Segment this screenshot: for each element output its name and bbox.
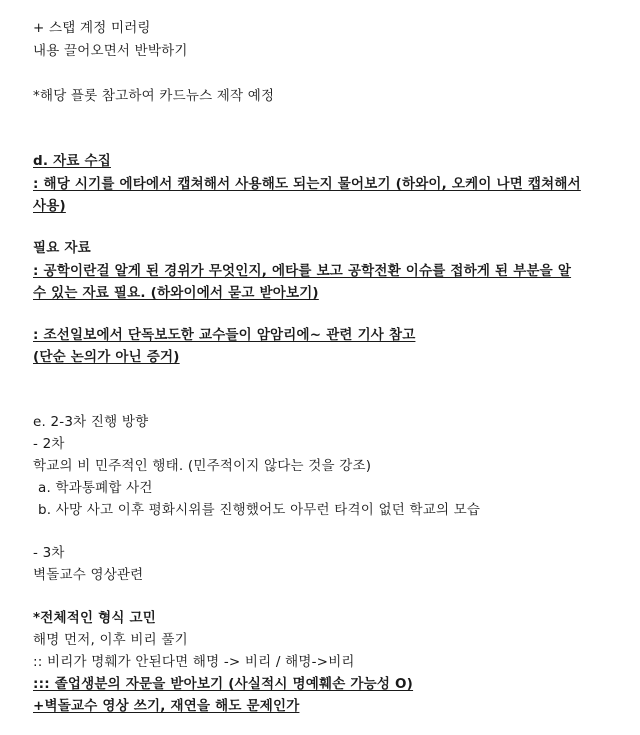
round-2-heading: - 2차	[33, 436, 65, 452]
round-2-item-a: a. 학과통폐합 사건	[38, 480, 153, 496]
round-3-description: 벽돌교수 영상관련	[33, 567, 144, 583]
overall-format-heading: *전체적인 형식 고민	[33, 610, 156, 626]
round-3-heading: - 3차	[33, 545, 65, 561]
card-news-note-line: *해당 플롯 참고하여 카드뉴스 제작 예정	[33, 88, 275, 104]
round-2-item-b: b. 사망 사고 이후 평화시위를 진행했어도 아무런 타격이 없던 학교의 모습	[38, 502, 481, 518]
overall-format-line-1: 해명 먼저, 이후 비리 풀기	[33, 632, 188, 648]
overall-format-line-2: :: 비리가 명훼가 안된다면 해명 -> 비리 / 해명->비리	[33, 654, 355, 670]
overall-format-line-3: ::: 졸업생분의 자문을 받아보기 (사실적시 명예훼손 가능성 O)	[33, 676, 414, 692]
staff-account-mirroring-line: + 스탭 계정 미러링	[33, 20, 151, 36]
section-e-heading: e. 2-3차 진행 방향	[33, 414, 149, 430]
overall-format-line-4: +벽돌교수 영상 쓰기, 재연을 해도 문제인가	[33, 698, 300, 714]
article-reference-line: : 조선일보에서 단독보도한 교수들이 암암리에~ 관련 기사 참고	[33, 327, 416, 343]
required-materials-line-1: : 공학이란걸 알게 된 경위가 무엇인지, 에타를 보고 공학전환 이슈를 접하게 된 부분을 알	[33, 263, 572, 279]
section-d-heading: d. 자료 수집	[33, 153, 111, 169]
section-d-item-line-2: 사용)	[33, 198, 66, 214]
round-2-description: 학교의 비 민주적인 행태. (민주적이지 않다는 것을 강조)	[33, 458, 372, 474]
evidence-note-line: (단순 논의가 아닌 증거)	[33, 349, 180, 365]
rebuttal-note-line: 내용 끌어오면서 반박하기	[33, 43, 188, 59]
required-materials-line-2: 수 있는 자료 필요. (하와이에서 묻고 받아보기)	[33, 285, 319, 301]
required-materials-heading: 필요 자료	[33, 240, 91, 256]
section-d-item-line-1: : 해당 시기를 에타에서 캡쳐해서 사용해도 되는지 물어보기 (하와이, 오케이 나면 캡쳐해서	[33, 176, 581, 192]
